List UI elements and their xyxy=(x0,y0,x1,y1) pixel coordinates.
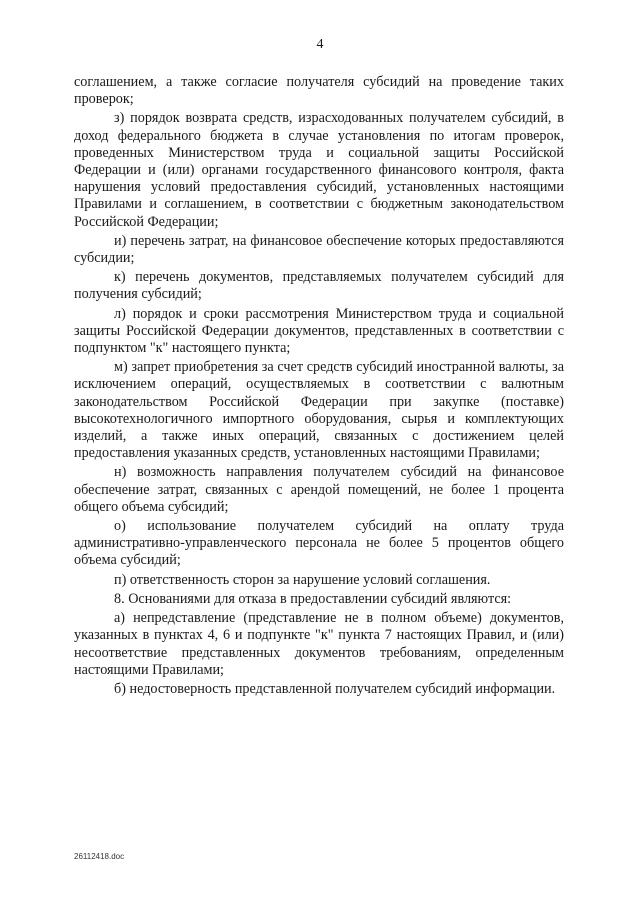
paragraph-item-b: б) недостоверность представленной получателем субсидий информации. xyxy=(114,680,556,697)
paragraph-section-8: 8. Основаниями для отказа в предоставлении субсидий являются: xyxy=(114,590,512,607)
paragraph-item-i: и) перечень затрат, на финансовое обеспечение которых предоставляются субсидии; xyxy=(74,232,564,267)
paragraph-item-n: н) возможность направления получателем субсидий на финансовое обеспечение затрат, связанных с арендой помещений, не более 1 процента общего объема субсидий; xyxy=(74,464,564,515)
paragraph-item-l: л) порядок и сроки рассмотрения Министерством труда и социальной защиты Российской Федерации документов, представленных в соответствии с подпунктом "к" настоящего пункта; xyxy=(74,305,564,357)
paragraph-item-m: м) запрет приобретения за счет средств субсидий иностранной валюты, за исключением операций, осуществляемых в соответствии с валютным законодательством Российской Федерации при закупке (поставке) высокотехнологичного импортного оборудования, сырья и комплектующих изделий, а также иных операций, связанных с достижением целей предоставления указанных средств, установленных настоящими Правилами; xyxy=(74,359,564,462)
page-number: 4 xyxy=(316,37,324,52)
paragraph-item-o: о) использование получателем субсидий на оплату труда административно-управленческого персонала не более 5 процентов общего объема субсидий; xyxy=(74,518,564,569)
paragraph-item-z: з) порядок возврата средств, израсходованных получателем субсидий, в доход федерального бюджета в случае установления по итогам проверок, проведенных Министерством труда и социальной защиты Российской Федерации и (или) органами государственного финансового контроля, факта нарушения условий предоставления субсидий, установленных настоящими Правилами и соглашением, в соответствии с бюджетным законодательством Российской Федерации; xyxy=(74,110,564,230)
paragraph-item-a: а) непредставление (представление не в полном объеме) документов, указанных в пунктах 4, 6 и подпункте "к" пункта 7 настоящих Правил, и (или) несоответствие представленных документов требованиям, определенным настоящими Правилами; xyxy=(74,610,564,678)
footer-file-code: 26112418.doc xyxy=(74,852,125,861)
paragraph-item-k: к) перечень документов, представляемых получателем субсидий для получения субсидий; xyxy=(74,269,564,303)
document-body xyxy=(74,74,564,698)
paragraph-continuation: соглашением, а также согласие получателя субсидий на проведение таких проверок; xyxy=(74,74,564,108)
paragraph-item-p: п) ответственность сторон за нарушение условий соглашения. xyxy=(114,571,491,588)
